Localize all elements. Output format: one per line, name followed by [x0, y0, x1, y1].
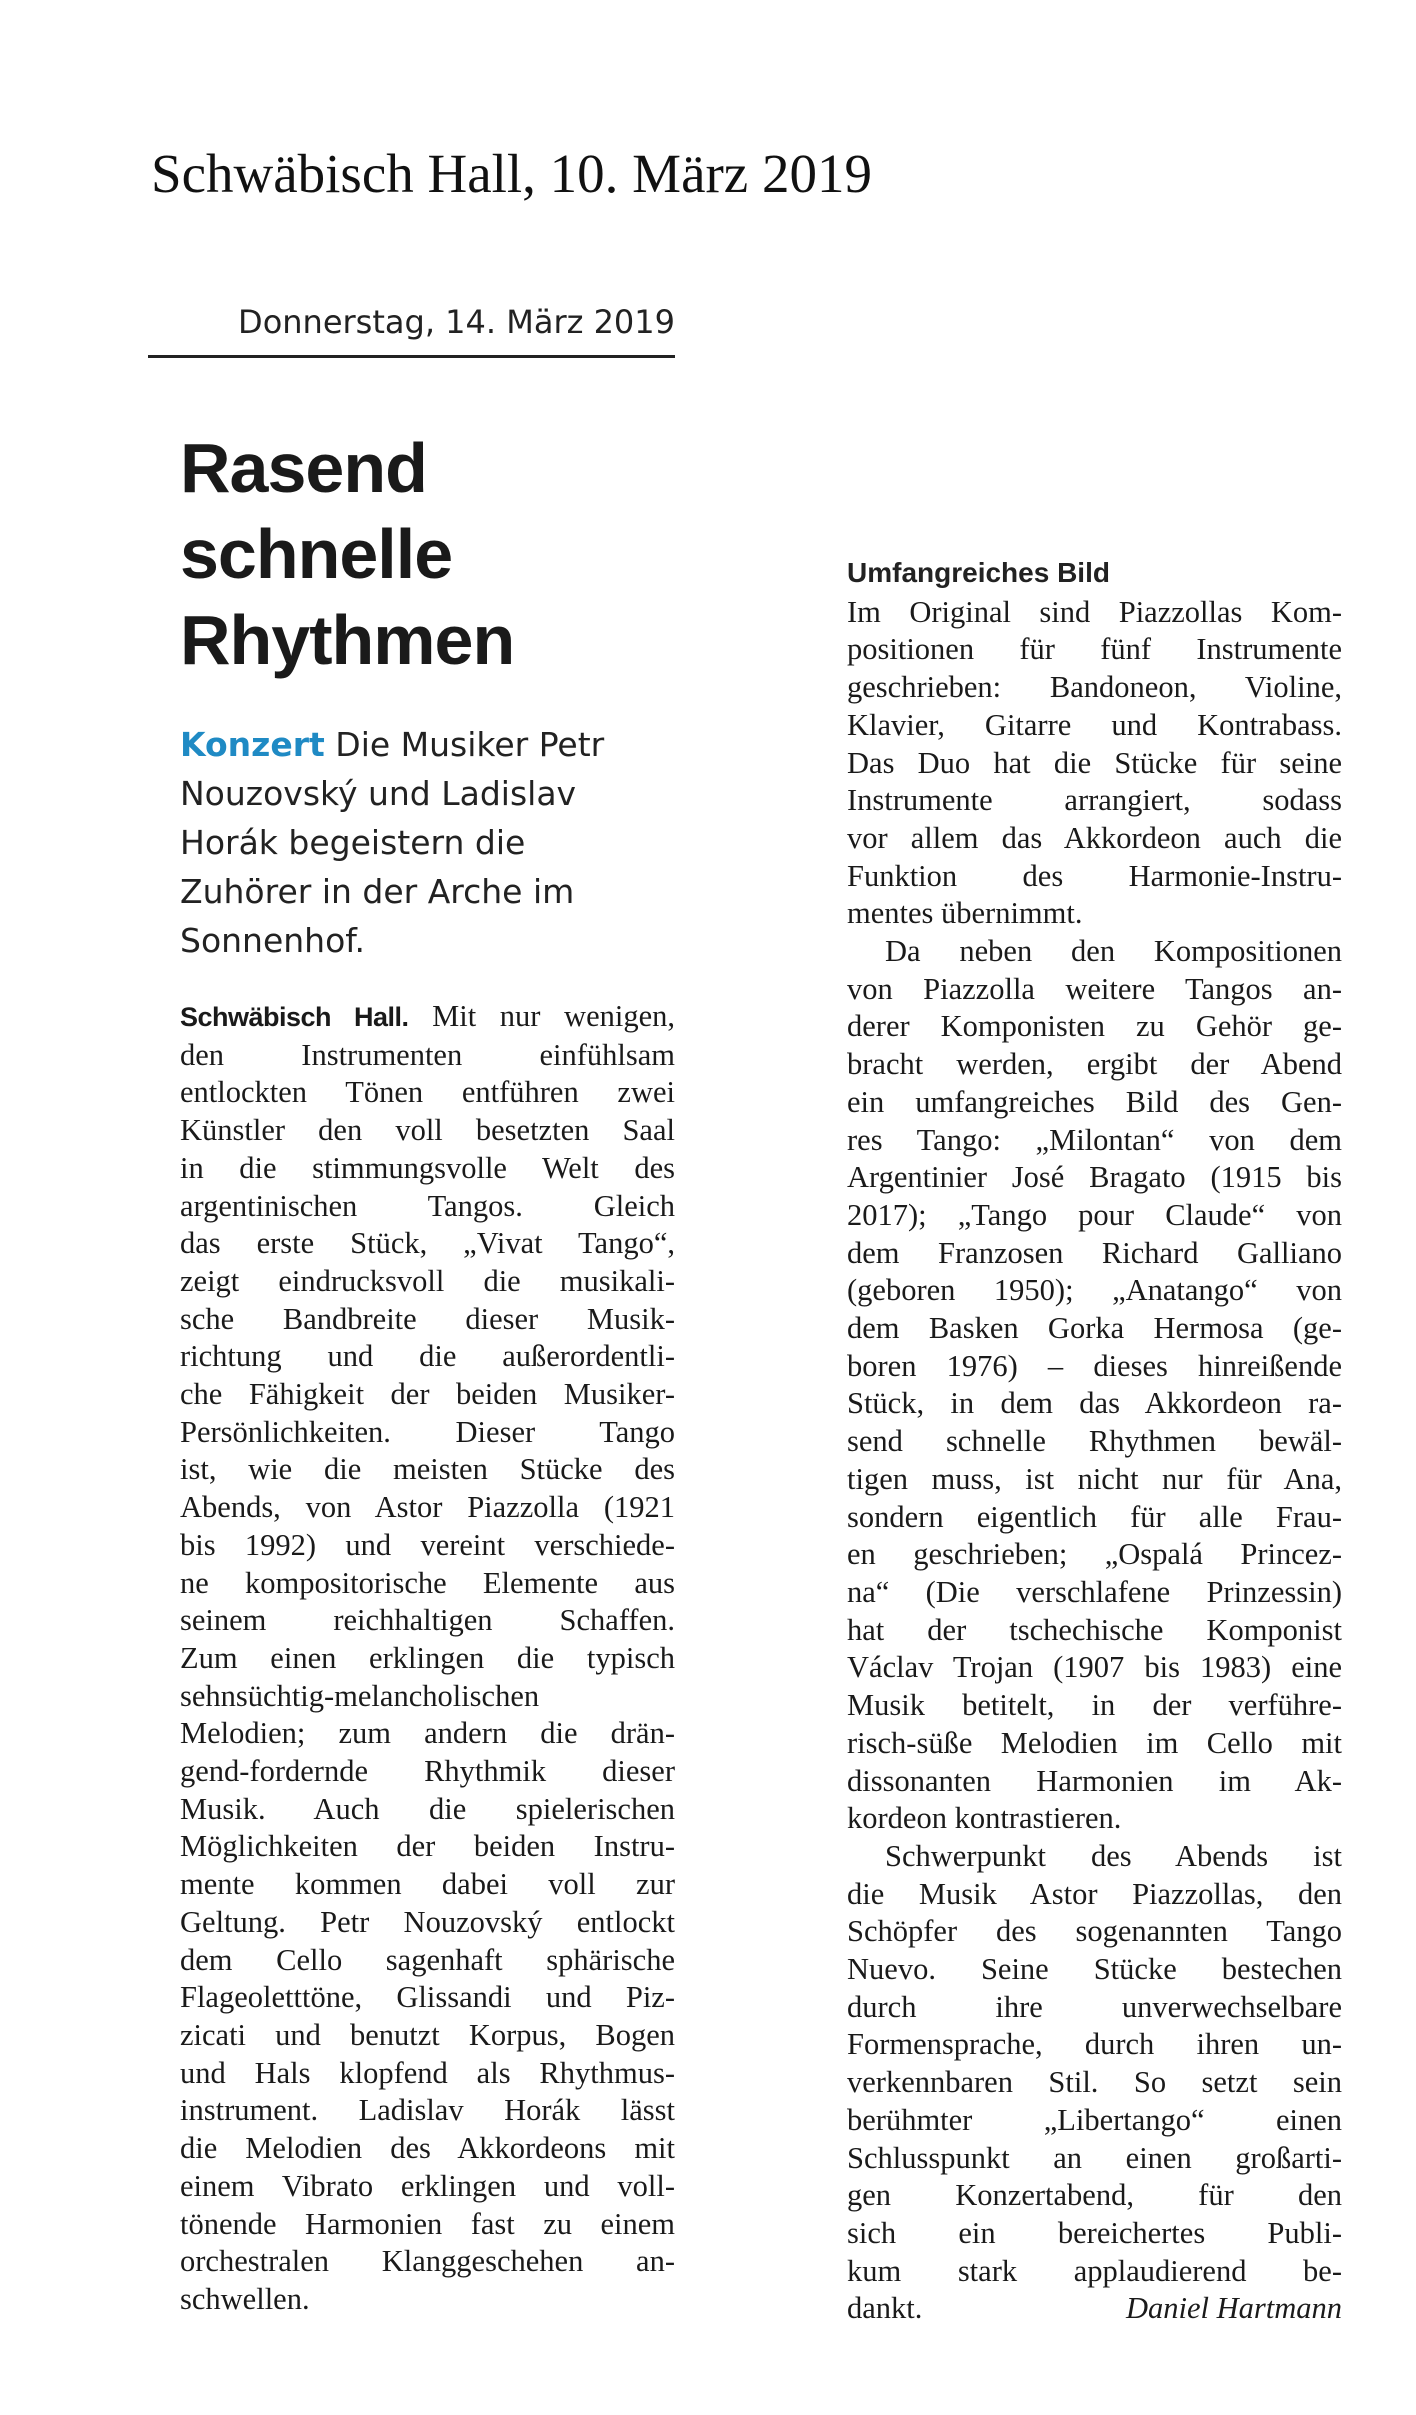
body-line: Stück, in dem das Akkordeon ra-	[847, 1386, 1342, 1421]
body-line: sche Bandbreite dieser Musik-	[180, 1301, 675, 1336]
body-line: Instrumente arrangiert, sodass	[847, 783, 1342, 818]
body-line: dem Cello sagenhaft sphärische	[180, 1942, 675, 1977]
body-line: Flageoletttöne, Glissandi und Piz-	[180, 1980, 675, 2015]
body-line: das erste Stück, „Vivat Tango“,	[180, 1226, 675, 1261]
body-line: mente kommen dabei voll zur	[180, 1867, 675, 1902]
paragraph	[847, 933, 1342, 1838]
body-line: hat der tschechische Komponist	[847, 1612, 1342, 1647]
body-line: bis 1992) und vereint verschiede-	[180, 1527, 675, 1562]
body-line: Schlusspunkt an einen großarti-	[847, 2140, 1342, 2175]
headline-line: Rasend	[180, 429, 427, 507]
body-line: Möglichkeiten der beiden Instru-	[180, 1829, 675, 1864]
subheading: Umfangreiches Bild	[847, 557, 1110, 588]
body-line: vor allem das Akkordeon auch die	[847, 820, 1342, 855]
body-line: en geschrieben; „Ospalá Princez-	[847, 1537, 1342, 1572]
body-line: Musik. Auch die spielerischen	[180, 1791, 675, 1826]
body-line-text: dankt.	[847, 2291, 923, 2326]
body-line: Argentinier José Bragato (1915 bis	[847, 1160, 1342, 1195]
article-column-1	[180, 998, 675, 2319]
article-column-2	[847, 557, 1342, 2328]
headline-line: Rhythmen	[180, 601, 515, 679]
body-line: gend-fordernde Rhythmik dieser	[180, 1754, 675, 1789]
body-line: den Instrumenten einfühlsam	[180, 1037, 675, 1072]
column-1-lines	[180, 1037, 675, 2319]
body-line: Das Duo hat die Stücke für seine	[847, 745, 1342, 780]
place-date-header: Schwäbisch Hall, 10. März 2019	[151, 143, 872, 204]
body-line: Abends, von Astor Piazzolla (1921	[180, 1490, 675, 1525]
body-line: Zum einen erklingen die typisch	[180, 1640, 675, 1675]
body-line: res Tango: „Milontan“ von dem	[847, 1122, 1342, 1157]
body-line: Geltung. Petr Nouzovský entlockt	[180, 1904, 675, 1939]
body-line: Nuevo. Seine Stücke bestechen	[847, 1952, 1342, 1987]
body-line: von Piazzolla weitere Tangos an-	[847, 971, 1342, 1006]
body-line: entlockten Tönen entführen zwei	[180, 1075, 675, 1110]
body-line: orchestralen Klanggeschehen an-	[180, 2244, 675, 2279]
body-line: na“ (Die verschlafene Prinzessin)	[847, 1574, 1342, 1609]
body-line: berühmter „Libertango“ einen	[847, 2102, 1342, 2137]
body-line: bracht werden, ergibt der Abend	[847, 1047, 1342, 1082]
body-line: derer Komponisten zu Gehör ge-	[847, 1009, 1342, 1044]
body-line: argentinischen Tangos. Gleich	[180, 1188, 675, 1223]
body-line: kordeon kontrastieren.	[847, 1801, 1122, 1836]
publication-date: Donnerstag, 14. März 2019	[238, 303, 675, 341]
body-line: ist, wie die meisten Stücke des	[180, 1452, 675, 1487]
body-line: gen Konzertabend, für den	[847, 2178, 1342, 2213]
body-line: und Hals klopfend als Rhythmus-	[180, 2055, 675, 2090]
teaser-keyword: Konzert	[180, 725, 325, 764]
dateline: Schwäbisch Hall.	[180, 1002, 409, 1032]
body-line: zeigt eindrucksvoll die musikali-	[180, 1263, 675, 1298]
body-line: durch ihre unverwechselbare	[847, 1989, 1342, 2024]
body-line: tigen muss, ist nicht nur für Ana,	[847, 1461, 1342, 1496]
body-line: 2017); „Tango pour Claude“ von	[847, 1197, 1342, 1232]
paragraph	[847, 594, 1342, 933]
body-line: die Melodien des Akkordeons mit	[180, 2131, 675, 2166]
body-line: instrument. Ladislav Horák lässt	[180, 2093, 675, 2128]
body-line: die Musik Astor Piazzollas, den	[847, 1876, 1342, 1911]
body-line-text: Mit nur wenigen,	[408, 999, 675, 1033]
body-line: mentes übernimmt.	[847, 896, 1083, 931]
body-line: richtung und die außerordentli-	[180, 1339, 675, 1374]
body-line: geschrieben: Bandoneon, Violine,	[847, 670, 1342, 705]
body-line: Im Original sind Piazzollas Kom-	[847, 594, 1342, 629]
body-line: Klavier, Gitarre und Kontrabass.	[847, 707, 1342, 742]
body-line: seinem reichhaltigen Schaffen.	[180, 1603, 675, 1638]
body-line: sondern eigentlich für alle Frau-	[847, 1499, 1342, 1534]
body-line: ne kompositorische Elemente aus	[180, 1565, 675, 1600]
body-line: (geboren 1950); „Anatango“ von	[847, 1273, 1342, 1308]
body-line: Schöpfer des sogenannten Tango	[847, 1914, 1342, 1949]
body-line: che Fähigkeit der beiden Musiker-	[180, 1377, 675, 1412]
paragraph	[847, 1838, 1342, 2290]
body-line: dissonanten Harmonien im Ak-	[847, 1763, 1342, 1798]
body-line: Da neben den Kompositionen	[885, 934, 1342, 969]
body-line: ein umfangreiches Bild des Gen-	[847, 1084, 1342, 1119]
body-line: kum stark applaudierend be-	[847, 2253, 1342, 2288]
body-line: Künstler den voll besetzten Saal	[180, 1113, 675, 1148]
body-line: Funktion des Harmonie-Instru-	[847, 858, 1342, 893]
body-line: einem Vibrato erklingen und voll-	[180, 2168, 675, 2203]
headline	[180, 425, 700, 683]
body-line: Schwerpunkt des Abends ist	[885, 1838, 1342, 1873]
body-line	[847, 2290, 1342, 2328]
teaser-line: Zuhörer in der Arche im	[180, 872, 575, 911]
body-line: risch-süße Melodien im Cello mit	[847, 1725, 1342, 1760]
body-line: send schnelle Rhythmen bewäl-	[847, 1424, 1342, 1459]
body-line: zicati und benutzt Korpus, Bogen	[180, 2017, 675, 2052]
body-line: boren 1976) – dieses hinreißende	[847, 1348, 1342, 1383]
body-line: Formensprache, durch ihren un-	[847, 2027, 1342, 2062]
body-line: Melodien; zum andern die drän-	[180, 1716, 675, 1751]
body-line: Musik betitelt, in der verführe-	[847, 1688, 1342, 1723]
body-line: positionen für fünf Instrumente	[847, 632, 1342, 667]
body-line: sich ein bereichertes Publi-	[847, 2215, 1342, 2250]
body-line: dem Basken Gorka Hermosa (ge-	[847, 1311, 1342, 1346]
body-line: tönende Harmonien fast zu einem	[180, 2206, 675, 2241]
body-line: in die stimmungsvolle Welt des	[180, 1150, 675, 1185]
body-line: sehnsüchtig-melancholischen	[180, 1678, 540, 1713]
teaser-line: Horák begeistern die	[180, 823, 526, 862]
teaser-text: Die Musiker Petr	[324, 725, 605, 764]
teaser	[180, 720, 680, 965]
body-line: verkennbaren Stil. So setzt sein	[847, 2065, 1342, 2100]
body-line: Persönlichkeiten. Dieser Tango	[180, 1414, 675, 1449]
author-byline: Daniel Hartmann	[1125, 2291, 1342, 2326]
headline-line: schnelle	[180, 515, 453, 593]
body-line: Václav Trojan (1907 bis 1983) eine	[847, 1650, 1342, 1685]
body-line: dem Franzosen Richard Galliano	[847, 1235, 1342, 1270]
teaser-line	[180, 720, 680, 769]
teaser-line: Nouzovský und Ladislav	[180, 774, 577, 813]
body-line	[180, 998, 675, 1037]
teaser-line: Sonnenhof.	[180, 921, 365, 960]
header-divider	[148, 355, 675, 358]
body-line: schwellen.	[180, 2281, 310, 2316]
